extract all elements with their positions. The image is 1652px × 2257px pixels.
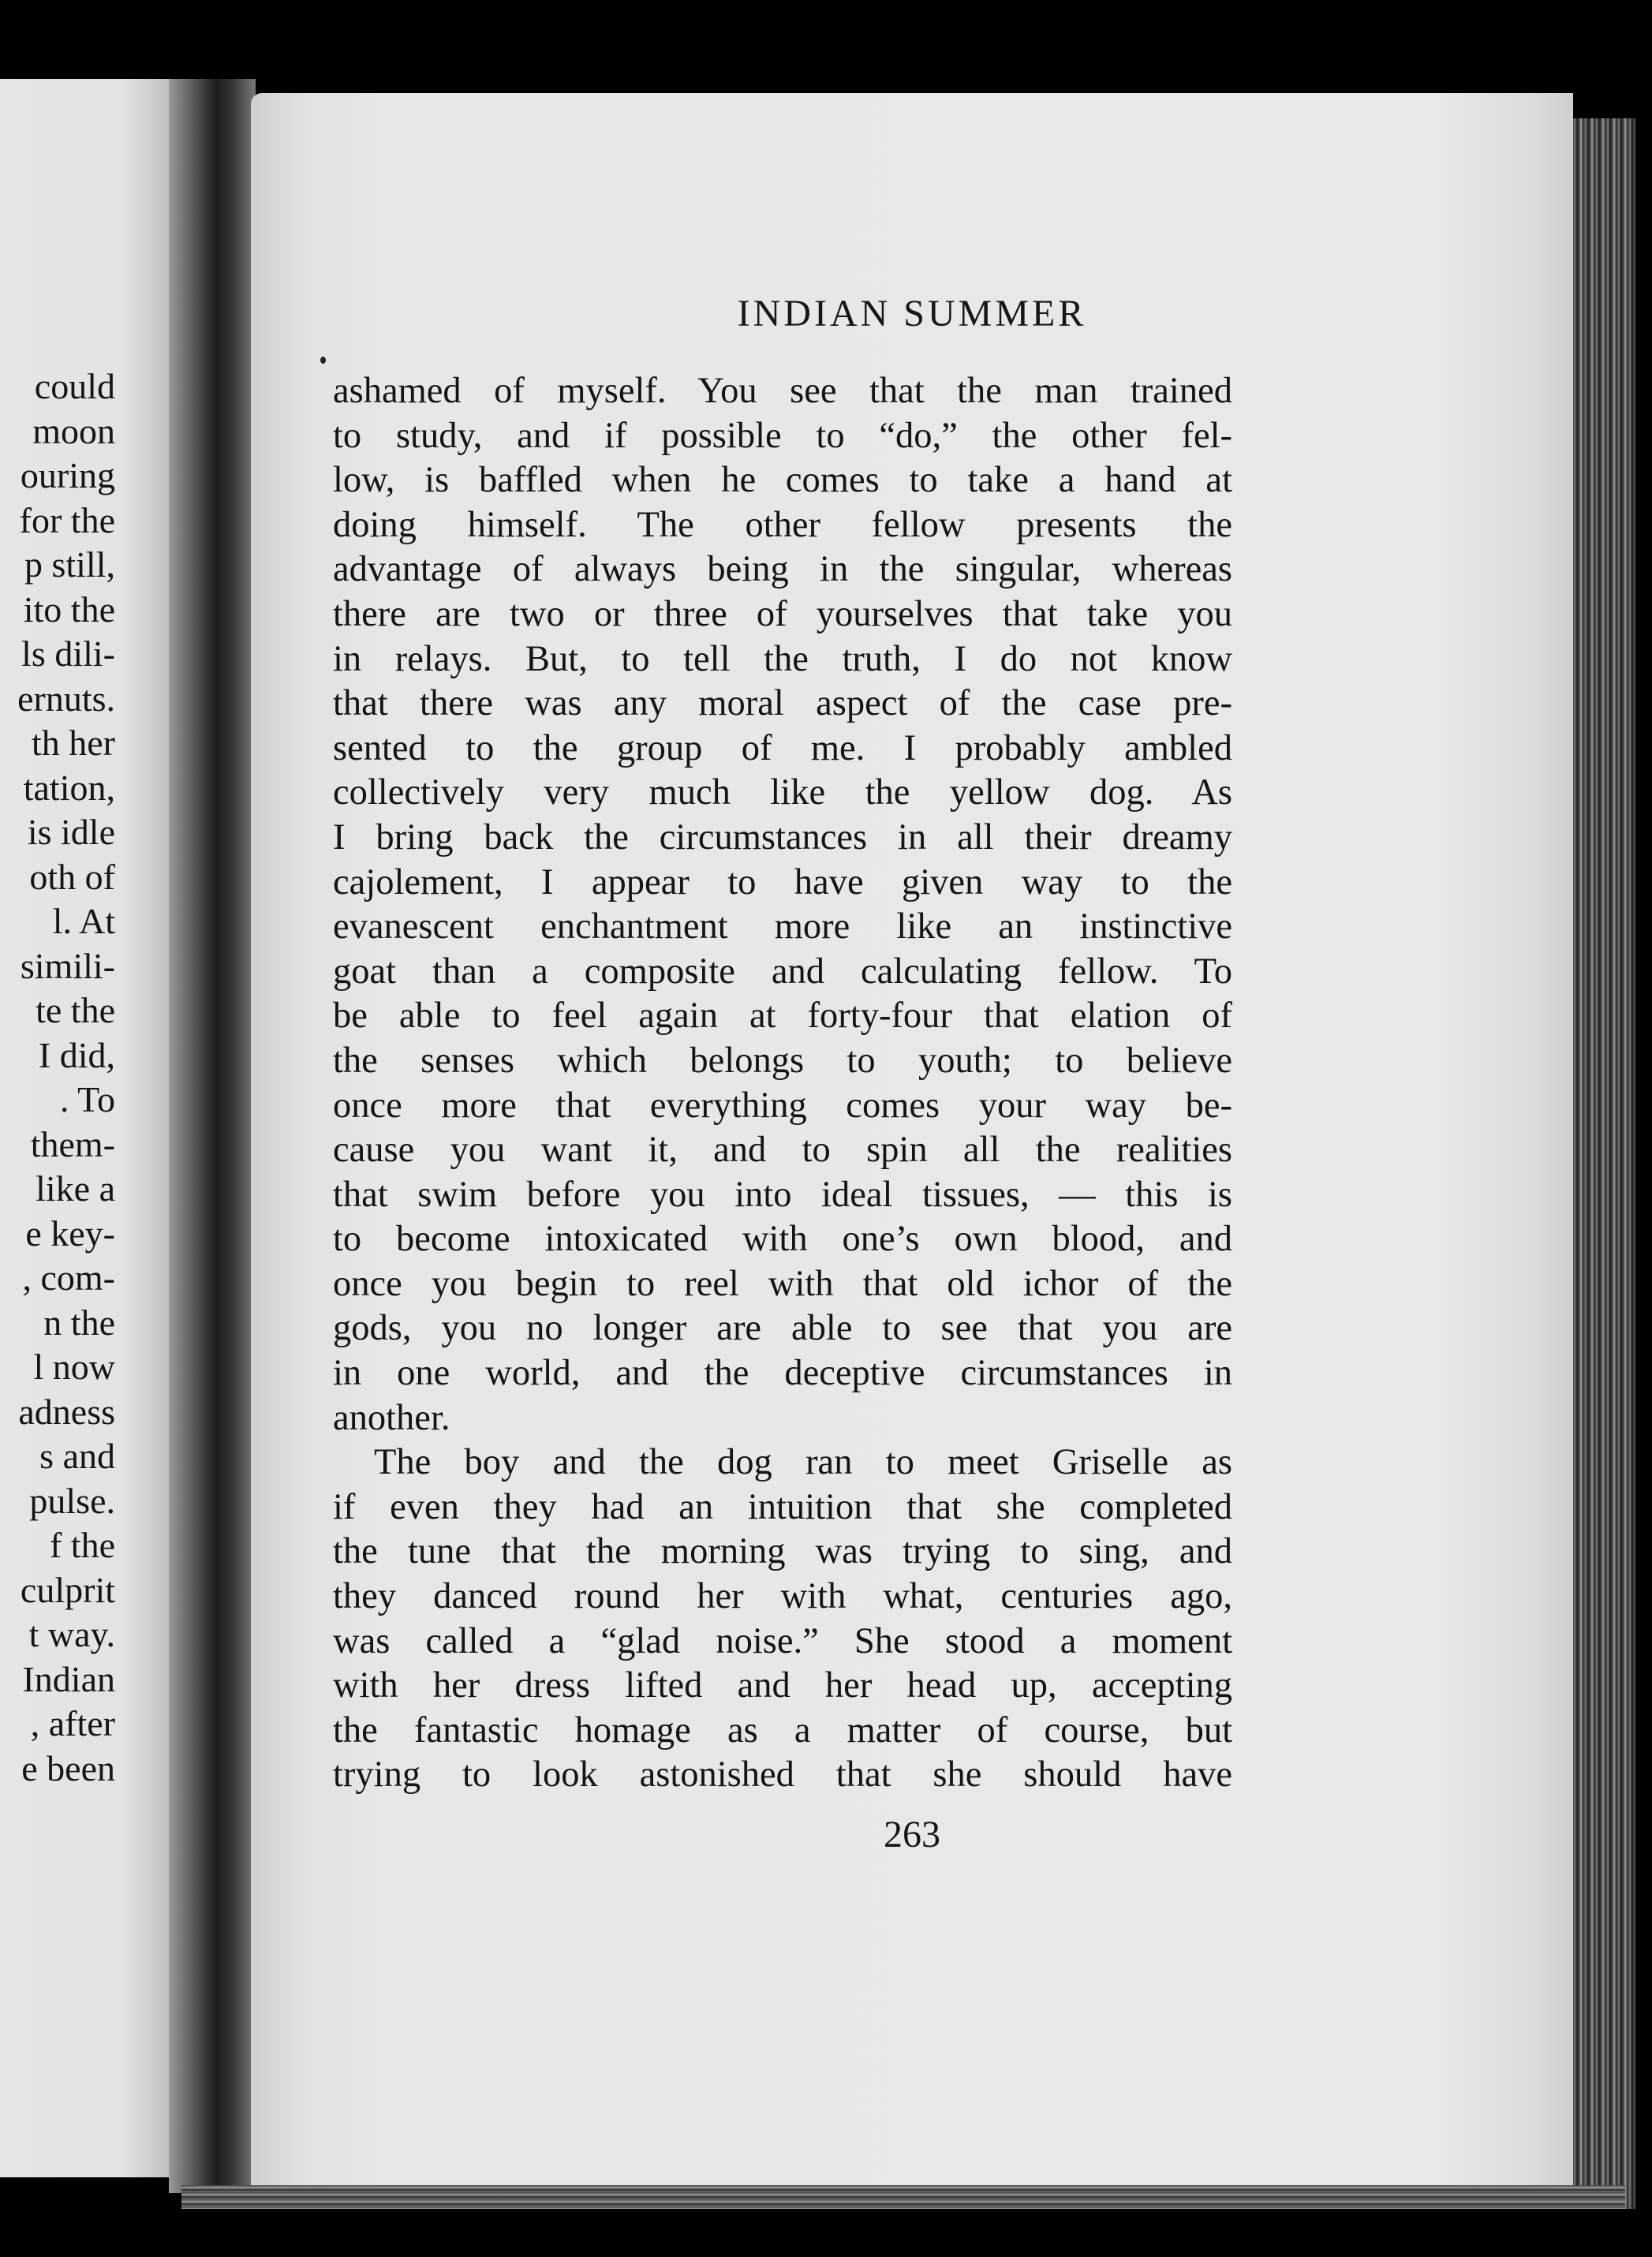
left-page-line: for the (19, 499, 115, 540)
left-page-line: adness (18, 1391, 115, 1432)
text-line: be able to feel again at forty-four that elation of (333, 996, 1232, 1037)
body-text (333, 369, 1232, 1798)
left-page-line: is idle (27, 812, 115, 852)
text-line: The boy and the dog ran to meet Griselle as (374, 1442, 1232, 1483)
text-line: the fantastic homage as a matter of course, but (333, 1710, 1232, 1751)
text-line: I bring back the circumstances in all their dreamy (333, 816, 1232, 858)
text-line: was called a “glad noise.” She stood a moment (333, 1620, 1232, 1661)
running-head: INDIAN SUMMER (737, 293, 1087, 334)
page-number: 263 (884, 1814, 940, 1855)
left-page-line: , com- (22, 1257, 115, 1298)
left-page-line: . To (59, 1079, 115, 1119)
left-page-line: l now (33, 1347, 115, 1387)
left-page-line: Indian (22, 1658, 115, 1699)
left-page-line: ouring (20, 455, 115, 495)
left-page-line: pulse. (29, 1480, 115, 1521)
left-page-line: s and (39, 1436, 115, 1476)
left-page-line: simili- (20, 945, 115, 986)
text-line: in relays. But, to tell the truth, I do not know (333, 638, 1232, 679)
text-line: gods, you no longer are able to see that you are (333, 1308, 1232, 1349)
left-page-line: like a (36, 1168, 115, 1209)
page-edges (1566, 118, 1635, 2209)
text-line: they danced round her with what, centuries ago, (333, 1576, 1232, 1617)
text-line: cajolement, I appear to have given way to the (333, 861, 1232, 902)
text-line: that swim before you into ideal tissues, — this is (333, 1174, 1232, 1215)
text-line: that there was any moral aspect of the case pre- (333, 683, 1232, 724)
left-page-line: ls dili- (21, 633, 115, 674)
text-line: the tune that the morning was trying to sing, and (333, 1531, 1232, 1572)
text-line: there are two or three of yourselves that take you (333, 593, 1232, 634)
left-page-line: could (34, 366, 115, 406)
text-line: the senses which belongs to youth; to believe (333, 1040, 1232, 1081)
text-line: evanescent enchantment more like an instinctive (333, 906, 1232, 947)
left-page-line: , after (30, 1703, 115, 1743)
book-gutter (169, 79, 256, 2193)
left-page-line: I did, (38, 1034, 115, 1075)
text-line: to become intoxicated with one’s own blood, and (333, 1219, 1232, 1260)
left-page-line: f the (49, 1525, 115, 1565)
left-page-line: e key- (25, 1213, 115, 1254)
left-page-line: p still, (24, 544, 115, 585)
bottom-page-edges (181, 2185, 1625, 2209)
text-line: if even they had an intuition that she completed (333, 1486, 1232, 1527)
text-line: once you begin to reel with that old ichor of the (333, 1263, 1232, 1304)
text-line: collectively very much like the yellow dog. As (333, 772, 1232, 813)
text-line: advantage of always being in the singular, whereas (333, 549, 1232, 590)
left-page-line: ernuts. (17, 678, 115, 719)
left-page-line: culprit (20, 1569, 115, 1610)
left-page-line: n the (43, 1302, 115, 1343)
left-page-line: them- (30, 1123, 115, 1164)
text-line: goat than a composite and calculating fellow. To (333, 951, 1232, 992)
left-page-line: oth of (29, 856, 115, 897)
text-line: ashamed of myself. You see that the man trained (333, 371, 1232, 411)
text-line: low, is baffled when he comes to take a hand at (333, 460, 1232, 501)
left-page-line: tation, (23, 767, 115, 808)
left-page-text (0, 364, 115, 1791)
left-page-line: e been (21, 1747, 115, 1788)
left-page-line: moon (32, 410, 115, 451)
text-line: doing himself. The other fellow presents the (333, 504, 1232, 545)
left-page-line: th her (31, 723, 115, 763)
left-page-line: te the (36, 990, 115, 1030)
left-page-line: t way. (28, 1614, 115, 1654)
text-line: in one world, and the deceptive circumstances in (333, 1353, 1232, 1394)
text-line: with her dress lifted and her head up, accepting (333, 1665, 1232, 1706)
text-line: sented to the group of me. I probably ambled (333, 727, 1232, 768)
text-line: trying to look astonished that she should have (333, 1754, 1232, 1796)
text-line: cause you want it, and to spin all the realities (333, 1130, 1232, 1171)
stray-ink-mark (320, 357, 326, 364)
left-page-line: ito the (23, 589, 115, 630)
left-page-line: l. At (52, 901, 115, 941)
text-line: to study, and if possible to “do,” the other fel- (333, 415, 1232, 456)
text-line: once more that everything comes your way be- (333, 1085, 1232, 1126)
text-line: another. (333, 1397, 450, 1438)
